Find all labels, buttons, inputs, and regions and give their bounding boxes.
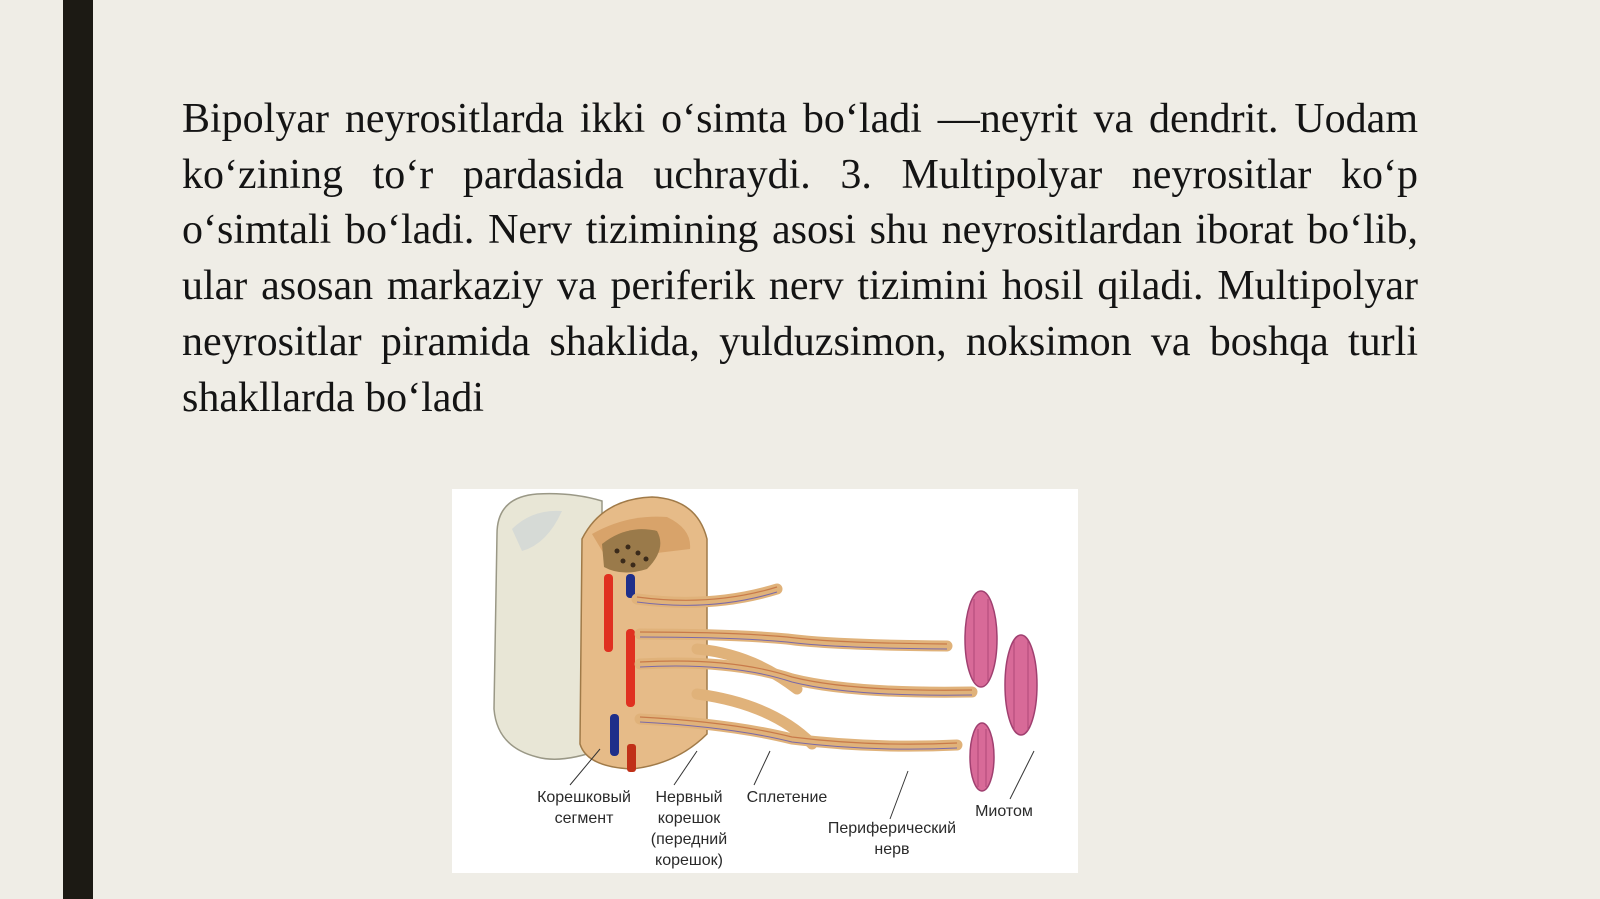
myotome-label-text: Миотом	[975, 803, 1033, 820]
nerve-root-label-line-2: корешок	[657, 810, 721, 827]
myotome-label	[964, 801, 1044, 822]
slide-body-text: Bipolyar neyrositlarda ikki o‘simta bo‘ladi —neyrit va dendrit. Uodam ko‘zining to‘r pardasida uchraydi. 3. Multipolyar neyrositlar ko‘p o‘simtali bo‘ladi. Nerv tizimining asosi shu neyrositlardan iborat bo‘lib, ular asosan markaziy va periferik nerv tizimini hosil qiladi. Multipolyar neyrositlar piramida shaklida, yulduzsimon, noksimon va boshqa turli shakllarda bo‘ladi	[182, 96, 1418, 421]
peripheral-nerve-label-line-1: Периферический	[827, 820, 957, 837]
plexus-label	[738, 787, 836, 808]
nerve-root-label-line-3: (передний	[650, 831, 728, 848]
nerve-root-label-line-1: Нервный	[655, 789, 723, 806]
slide-accent-bar	[63, 0, 93, 899]
peripheral-nerve-label	[812, 818, 972, 860]
plexus-label-text: Сплетение	[746, 789, 828, 806]
root-segment-label	[520, 787, 648, 829]
root-segment-label-line-1: Корешковый	[537, 789, 631, 806]
peripheral-nerve-label-line-2: нерв	[874, 841, 910, 858]
spinal-cord-figure	[452, 489, 1078, 873]
nerve-root-label-line-4: корешок)	[655, 852, 723, 869]
root-segment-label-line-2: сегмент	[554, 810, 614, 827]
nerve-root-label	[638, 787, 740, 871]
